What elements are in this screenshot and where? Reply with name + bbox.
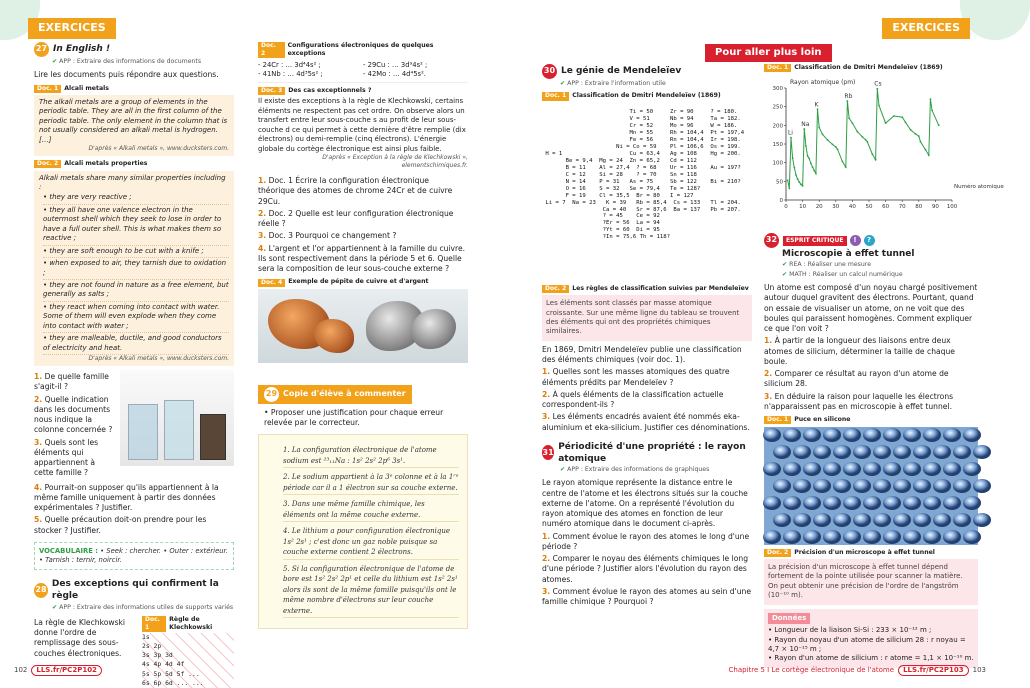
exercise-30: 30 Le génie de Mendeleïev ✔ APP : Extraire l'information utile Doc. 1 Classification de Dmitri Mendeleïev (1869) Ti = 50 Zr = 90 ? = 180. V = 51 Nb = 94 Ta = 182. Cr = 52 Mo = 96 W = 186. Mn = 55 Rh = 104,4 Pt = 197,4 Fe = 56 Rn = 104,4 Ir = 198. Ni = Co = 59 Pl = 106,6 Os = 199. H = 1 Cu = 63,4 Ag = 108 Hg = 200. Be = 9,4 Mg = 24 Zn = 65,2 Cd = 112 B = 11 Al = 27,4 ? = 68 Ur = 116 Au = 197? C = 12 Si = 28 ? = 70 Sn = 118 N = 14 P = 31 As = 75 Sb = 122 Bi = 210? O = 16 S = 32 Se = 79,4 Te = 128? F = 19 Cl = 35,5 Br = 80 I = 127 Li = 7 Na = 23 K = 39 Rb = 85,4 Cs = 133 Tl = 204. Ca = 40 Sr = 87,6 Ba = 137 Pb = 207. ? = 45 Ce = 92 ?Er = 56 La = 94 ?Yt = 60 Di = 95 ?In = 75,6 Th = 118? Doc. 2 Les règles de classification suivies par Mendeleïev Les éléments sont classés par masse atomique croissante. Sur une même ligne du tableau se trouvent des éléments qui ont des propriétés chimiques similaires. En 1869, Dmitri Mendeleïev publie une classification des éléments chimiques (voir doc. 1). 1. Quelles sont les masses atomiques des quatre éléments prédits par Mendeleïev ? 2. À quels éléments de la classification actuelle correspondent-ils ? 3. Les éléments encadrés avaient été nommés eka-aluminium et eka-silicium. Justifier ces dénominations. 31 Périodicité d'une propriété : le rayon atomique ✔ APP : Extraire des informations de graphiques Le rayon atomique représente la distance entre le centre de l'atome et les électrons situés sur la couche externe de l'atome. On a représenté l'évolution du rayon atomique des atomes en fonction de leur numéro atomique dans le document ci-après. 1. Comment évolue le rayon des atomes le long d'une période ? 2. Comparer le noyau des éléments chimiques le long d'une période ? Justifier alors l'évolution du rayon des atomes. 3. Comment évolue le rayon des atomes au sein d'une famille chimique ? Pourquoi ? [542, 64, 752, 609]
data-point [878, 105, 880, 107]
exercise-number: 29 [264, 387, 279, 402]
atom-sphere [863, 428, 881, 442]
doc2-box: La précision d'un microscope à effet tunnel dépend fortement de la pointe utilisée pour scanner la matière. On peut obtenir une précision de l'ordre de l'angström (10⁻¹⁰ m). [764, 559, 978, 605]
atom-sphere [803, 462, 821, 476]
left-page [0, 0, 500, 687]
doc1-box [34, 95, 234, 156]
student-copy [258, 434, 468, 629]
atom-sphere [763, 496, 781, 510]
doc3-source: D'après « Exception à la règle de Klechkowski », elementschimiques.fr. [322, 154, 468, 170]
doc2-box [34, 171, 234, 367]
copy-line: 5. Si la configuration électronique de l'atome de bore est 1s² 2s² 2p¹ et celle du lithium est 1s² 2s¹ alors ils sont de la même famille puisqu'ils ont le même nombre d'électrons sur leur couche externe. [283, 564, 459, 619]
question: 1. À partir de la longueur des liaisons entre deux atomes de silicium, déterminer la taille de chaque boule. [764, 336, 955, 366]
config-list [258, 61, 468, 83]
data-point [822, 134, 824, 136]
atom-sphere [763, 428, 781, 442]
question: 3. Quels sont les éléments qui appartiennent à cette famille ? [34, 437, 99, 478]
x-tick-label: 10 [799, 204, 807, 211]
app-skill: ✔ MATH : Réaliser un calcul numérique [782, 271, 978, 279]
x-tick-label: 50 [865, 204, 873, 211]
right-page [500, 0, 1004, 684]
exercise-title: In English ! [53, 44, 111, 55]
atom-sphere [833, 513, 851, 527]
data-point [788, 188, 790, 190]
doc2-box: Les éléments sont classés par masse atomique croissante. Sur une même ligne du tableau se trouvent des éléments qui ont des propriétés chimiques similaires. [542, 295, 752, 341]
data-point [918, 136, 920, 138]
atom-sphere [833, 445, 851, 459]
exercise-intro: • Proposer une justification pour chaque erreur relevée par le correcteur. [264, 407, 444, 428]
copper-nugget [314, 319, 354, 353]
question: 3. Les éléments encadrés avaient été nommés eka-aluminium et eka-silicium. Justifier ces dénominations. [542, 412, 750, 432]
question: 3. Doc. 3 Pourquoi ce changement ? [258, 231, 397, 241]
data-point [848, 118, 850, 120]
data-point [920, 141, 922, 143]
data-point [876, 88, 878, 90]
copy-line: 4. Le lithium a pour configuration électronique 1s² 2s¹ ; c'est donc un gaz noble puisque sa couche externe contient 2 électrons. [283, 526, 459, 560]
exercise-31 [542, 441, 752, 465]
data-point [792, 158, 794, 160]
chart-title: Rayon atomique (pm) [790, 79, 856, 87]
atom-sphere [863, 496, 881, 510]
atom-sphere [903, 496, 921, 510]
atom-sphere [973, 445, 991, 459]
element-label: Rb [844, 93, 853, 101]
atom-sphere [853, 445, 871, 459]
atom-sphere [943, 496, 961, 510]
exercise-27 [34, 42, 234, 688]
data-line: • Longueur de la liaison Si-Si : 233 × 10⁻¹² m ; [768, 626, 932, 635]
element-label: Na [801, 121, 810, 129]
page-number: 102 [14, 665, 28, 674]
data-point [861, 136, 863, 138]
y-tick-label: 300 [772, 86, 783, 93]
doc-tag: Doc. 2 [34, 160, 61, 168]
copy-line: 3. Dans une même famille chimique, les éléments ont la même couche externe. [283, 499, 459, 522]
right-footer [729, 665, 987, 676]
atom-sphere [763, 462, 781, 476]
atom-sphere [873, 513, 891, 527]
exercise-title: Périodicité d'une propriété : le rayon atomique [558, 441, 746, 464]
data-point [905, 122, 907, 124]
atom-sphere [783, 496, 801, 510]
atom-sphere [783, 530, 801, 544]
exercise-32: 32 ESPRIT CRITIQUE ! ? Microscopie à effet tunnel ✔ REA : Réaliser une mesure ✔ MATH : Réaliser un calcul numérique Un atome est composé d'un noyau chargé positivement autour duquel gravitent des électrons. Pourtant, quand on essaie de visualiser un atome, on ne voit que des boules qui paraissent homogènes. Comment expliquer ce que l'on voit ? 1. À partir de la longueur des liaisons entre deux atomes de silicium, déterminer la taille de chaque boule. 2. Comparer ce résultat au rayon d'un atome de silicium 28. 3. En déduire la raison pour laquelle les électrons n'apparaissent pas en microscopie à effet tunnel. Doc. 1 Puce en silicone Doc. 2 Précision d'un microscope à effet tunnel La précision d'un microscope à effet tunnel dépend fortement de la pointe utilisée pour scanner la matière. On peut obtenir une précision de l'ordre de l'angström (10⁻¹⁰ m). Données • Longueur de la liaison Si-Si : 233 × 10⁻¹² m ; • Rayon du noyau d'un atome de silicium 28 : r noyau = 4,7 × 10⁻¹⁵ m ; • Rayon d'un atome de silicium : r atome = 1,1 × 10⁻¹⁰ m. [764, 233, 978, 668]
list-item: • they are very reactive ; [43, 192, 229, 204]
atom-sphere [783, 428, 801, 442]
atom-sphere [903, 462, 921, 476]
question: 1. Quelles sont les masses atomiques des quatre éléments prédits par Mendeleïev ? [542, 367, 730, 387]
list-item: • they all have one valence electron in the outermost shell which they seek to lose in order to have a full outer shell. This is what makes them so reactive ; [43, 205, 229, 246]
atom-sphere [773, 479, 791, 493]
data-point [856, 131, 858, 133]
data-point [787, 180, 789, 182]
orbital-row: 5s 5p 5d 5f ... [142, 669, 200, 678]
exercise-29 [258, 385, 468, 630]
question: 2. Quelle indication dans les documents nous indique la colonne concernée ? [34, 394, 113, 435]
jar [200, 414, 226, 460]
x-tick-label: 0 [784, 204, 788, 211]
app-skill: ✔ REA : Réaliser une mesure [782, 261, 978, 269]
atom-sphere [943, 530, 961, 544]
app-skill: ✔ APP : Extraire des informations de graphiques [560, 466, 752, 474]
data-point [798, 182, 800, 184]
element-label: Cs [874, 81, 882, 89]
atom-sphere [763, 530, 781, 544]
exercise-number: 31 [542, 445, 554, 460]
atom-sphere [863, 462, 881, 476]
atom-sphere [933, 479, 951, 493]
atom-sphere [973, 479, 991, 493]
data-point [928, 155, 930, 157]
exercise-28-cont: Doc. 2 Configurations électroniques de quelques exceptions - 24Cr : … 3d⁴4s² ; - 29Cu : … 3d⁹4s² ; - 41Nb : … 4d³5s² ; - 42Mo : … 4d⁴5s². Doc. 3 Des cas exceptionnels ? Il existe des exceptions à la règle de Klechkowski, certains éléments ne respectent pas cet ordre. On observe alors un transfert entre leur sous-couche s au profit de leur sous-couche d ce qui permet à cette dernière d'être remplie (dix électrons) ou demi-remplie (cinq électrons). L'énergie globale du cortège électronique est ainsi plus faible. D'après « Exception à la règle de Klechkowski », elementschimiques.fr. 1. Doc. 1 Écrire la configuration électronique théorique des atomes de chrome 24Cr et de cuivre 29Cu. 2. Doc. 2 Quelle est leur configuration électronique réelle ? 3. Doc. 3 Pourquoi ce changement ? 4. L'argent et l'or appartiennent à la famille du cuivre. Ils sont respectivement dans la période 5 et 6. Quelle sera la composition de leur sous-couche externe ? Doc. 4 Exemple de pépite de cuivre et d'argent 29 Copie d'élève à commenter • Proposer une justification pour chaque erreur relevée par le correcteur. 1. La configuration électronique de l'atome sodium est ²³₁₁Na : 1s² 2s² 2p⁶ 3s¹. 2. Le sodium appartient à la 3ᵉ colonne et à la 1ʳᵉ période car il a 1 électron sur sa couche externe. 3. Dans une même famille chimique, les éléments ont la même couche externe. 4. Le lithium a pour configuration électronique 1s² 2s¹ ; c'est donc un gaz noble puisque sa couche externe contient 2 électrons. 5. Si la configuration électronique de l'atome de bore est 1s² 2s² 2p¹ et celle du lithium est 1s² 2s¹ alors ils sont de la même famille puisqu'ils ont le même nombre d'électrons sur leur couche externe. [258, 42, 468, 629]
y-tick-label: 200 [772, 123, 783, 130]
data-point [795, 174, 797, 176]
atomic-radius-chart [764, 74, 1004, 224]
lls-link[interactable]: LLS.fr/PC2P103 [898, 665, 969, 676]
atom-sphere [943, 462, 961, 476]
atom-sphere [963, 496, 981, 510]
data-point [866, 141, 868, 143]
atom-sphere [923, 496, 941, 510]
atom-sphere [923, 462, 941, 476]
data-box: Données • Longueur de la liaison Si-Si : 233 × 10⁻¹² m ; • Rayon du noyau d'un atome de silicium 28 : r noyau = 4,7 × 10⁻¹⁵ m ; • Rayon d'un atome de silicium : r atome = 1,1 × 10⁻¹⁰ m. [764, 609, 978, 668]
exercise-number: 32 [764, 233, 779, 248]
orbital-row: 1s [142, 632, 150, 641]
question: 1. Comment évolue le rayon des atomes le long d'une période ? [542, 531, 750, 551]
list-item: • they are malleable, ductile, and good conductors of electricity and heat. [43, 333, 229, 355]
app-skill: ✔ APP : Extraire l'information utile [560, 80, 752, 88]
question: 3. Comment évolue le rayon des atomes au sein d'une famille chimique ? Pourquoi ? [542, 586, 751, 607]
atom-sphere [943, 428, 961, 442]
question: 5. Quelle précaution doit-on prendre pour les stocker ? Justifier. [34, 515, 207, 535]
exercise-text: La règle de Klechkowski donne l'ordre de remplissage des sous-couches électroniques. [34, 617, 126, 658]
data-point [925, 149, 927, 151]
question: 1. Doc. 1 Écrire la configuration électronique théorique des atomes de chrome 24Cr et de cuivre 29Cu. [258, 176, 453, 206]
atom-sphere [893, 513, 911, 527]
atom-sphere [853, 479, 871, 493]
data-point [803, 129, 805, 131]
x-tick-label: 40 [848, 204, 856, 211]
atom-sphere [853, 513, 871, 527]
data-point [865, 139, 867, 141]
atom-sphere [843, 428, 861, 442]
atom-sphere [903, 428, 921, 442]
exercise-text: Un atome est composé d'un noyau chargé positivement autour duquel gravitent des électrons. Pourtant, quand on essaie de visualiser un atome, on ne voit que des boules qui paraissent homogènes. Comment expliquer ce que l'on voit ? [764, 283, 978, 334]
list-item: • they are soft enough to be cut with a knife ; [43, 246, 229, 258]
list-item: • they are not found in nature as a free element, but generally as salts ; [43, 280, 229, 302]
atom-sphere [803, 530, 821, 544]
lls-link[interactable]: LLS.fr/PC2P102 [31, 665, 102, 676]
data-point [885, 123, 887, 125]
atom-sphere [973, 513, 991, 527]
series-line [788, 89, 939, 189]
page-number: 103 [972, 665, 986, 674]
data-point [938, 125, 940, 127]
atom-sphere [923, 530, 941, 544]
data-point [901, 117, 903, 119]
atom-sphere [793, 513, 811, 527]
atom-sphere [903, 530, 921, 544]
data-point [805, 145, 807, 147]
y-tick-label: 100 [772, 161, 783, 168]
data-point [875, 159, 877, 161]
data-point [915, 133, 917, 135]
x-tick-label: 80 [915, 204, 923, 211]
question: 2. Comparer le noyau des éléments chimiques le long d'une période ? Justifier alors l'évolution du rayon des atomes. [542, 554, 749, 584]
orbital-row: 4s 4p 4d 4f [142, 660, 185, 669]
exercise-title: Le génie de Mendeleïev [561, 66, 682, 77]
atom-sphere [813, 445, 831, 459]
x-tick-label: 70 [898, 204, 906, 211]
data-point [931, 110, 933, 112]
silicon-surface [764, 427, 978, 545]
data-line: • Rayon d'un atome de silicium : r atome = 1,1 × 10⁻¹⁰ m. [768, 654, 974, 663]
x-tick-label: 90 [931, 204, 939, 211]
element-label: K [814, 101, 819, 109]
chapter-label: Chapitre 5 I Le cortège électronique de l'atome [728, 665, 895, 674]
data-point [852, 123, 854, 125]
atom-sphere [963, 428, 981, 442]
atom-sphere [783, 462, 801, 476]
section-banner: Pour aller plus loin [705, 44, 832, 62]
question-icon: ? [864, 235, 875, 246]
atom-sphere [823, 496, 841, 510]
stm-image [764, 427, 978, 545]
data-point [790, 137, 792, 139]
info-icon: ! [850, 235, 861, 246]
question: 4. L'argent et l'or appartiennent à la famille du cuivre. Ils sont respectivement dans la période 5 et 6. Quelle sera la composition de leur sous-couche externe ? [258, 243, 466, 274]
atom-sphere [843, 496, 861, 510]
atom-sphere [863, 530, 881, 544]
exercise-number: 27 [34, 42, 49, 57]
atom-sphere [823, 462, 841, 476]
atom-sphere [813, 479, 831, 493]
exercices-tab: EXERCICES [28, 18, 116, 39]
exercise-title: Microscopie à effet tunnel [782, 249, 915, 260]
y-tick-label: 250 [772, 105, 783, 112]
config: - 42Mo : … 4d⁴5s². [363, 69, 426, 78]
question: 4. Pourrait-on supposer qu'ils appartiennent à la même famille uniquement à partir des données expérimentales ? Justifier. [34, 482, 219, 513]
question: 2. Comparer ce résultat au rayon d'un atome de silicium 28. [764, 369, 949, 389]
atom-sphere [933, 513, 951, 527]
doc-tag: Doc. 1 [34, 85, 61, 93]
critical-thinking-badge: ESPRIT CRITIQUE ! ? [783, 235, 875, 246]
doc3-text: Il existe des exceptions à la règle de Klechkowski, certains éléments ne respectent pas cet ordre. On observe alors un transfert entre leur sous-couche s au profit de leur sous-couche d ce qui permet à cette dernière d'être remplie (dix électrons) ou demi-remplie (cinq électrons). L'énergie globale du cortège électronique est ainsi plus faible. [258, 97, 466, 153]
x-axis-label: Numéro atomique [954, 184, 1004, 191]
doc-title: Alcali metals properties [64, 160, 148, 168]
mendeleev-table: Ti = 50 Zr = 90 ? = 180. V = 51 Nb = 94 Ta = 182. Cr = 52 Mo = 96 W = 186. Mn = 55 Rh = 104,4 Pt = 197,4 Fe = 56 Rn = 104,4 Ir = 198. Ni = Co = 59 Pl = 106,6 Os = 199. H = 1 Cu = 63,4 Ag = 108 Hg = 200. Be = 9,4 Mg = 24 Zn = 65,2 Cd = 112 B = 11 Al = 27,4 ? = 68 Ur = 116 Au = 197? C = 12 Si = 28 ? = 70 Sn = 118 N = 14 P = 31 As = 75 Sb = 122 Bi = 210? O = 16 S = 32 Se = 79,4 Te = 128? F = 19 Cl = 35,5 Br = 80 I = 127 Li = 7 Na = 23 K = 39 Rb = 85,4 Cs = 133 Tl = 204. Ca = 40 Sr = 87,6 Ba = 137 Pb = 207. ? = 45 Ce = 92 ?Er = 56 La = 94 ?Yt = 60 Di = 95 ?In = 75,6 Th = 118? [545, 108, 745, 241]
data-point [837, 149, 839, 151]
list-item: • when exposed to air, they tarnish due to oxidation ; [43, 258, 229, 280]
atom-sphere [953, 513, 971, 527]
vocabulary-box: VOCABULAIRE : • Seek : chercher. • Outer : extérieur. • Tarnish : ternir, noircir. [34, 542, 234, 570]
atom-sphere [833, 479, 851, 493]
atom-sphere [773, 445, 791, 459]
exercise-text: En 1869, Dmitri Mendeleïev publie une classification des éléments chimiques (voir doc. 1). [542, 344, 742, 365]
x-tick-label: 100 [946, 204, 958, 211]
data-point [813, 170, 815, 172]
data-point [810, 163, 812, 165]
exercise-title: Copie d'élève à commenter [283, 388, 406, 398]
orbital-row: 3s 3p 3d [142, 651, 173, 660]
copy-line: 1. La configuration électronique de l'atome sodium est ²³₁₁Na : 1s² 2s² 2p⁶ 3s¹. [283, 445, 459, 468]
data-point [817, 109, 819, 111]
doc1-text: The alkali metals are a group of elements in the periodic table. They are all in the first column of the periodic table. The only element in the column that is not usually considered an alkali metal is hydrogen. […] [39, 97, 228, 144]
data-point [910, 129, 912, 131]
exercise-number: 28 [34, 583, 48, 598]
exercise-intro: Lire les documents puis répondre aux questions. [34, 70, 219, 80]
data-point [827, 139, 829, 141]
data-point [847, 101, 849, 103]
atom-sphere [813, 513, 831, 527]
element-label: Li [787, 130, 793, 138]
atom-sphere [803, 496, 821, 510]
exercise-text: Le rayon atomique représente la distance entre le centre de l'atome et les électrons situés sur la couche externe de l'atome. On a représenté l'évolution du rayon atomique des atomes en fonction de leur numéro atomique dans le document ci-après. [542, 478, 748, 529]
atom-sphere [963, 530, 981, 544]
data-point [930, 99, 932, 101]
x-tick-label: 30 [832, 204, 840, 211]
x-tick-label: 20 [815, 204, 823, 211]
atom-sphere [883, 496, 901, 510]
config: - 29Cu : … 3d⁹4s² ; [363, 60, 428, 69]
data-point [793, 167, 795, 169]
data-point [818, 127, 820, 129]
question: 2. À quels éléments de la classification actuelle correspondent-ils ? [542, 389, 724, 410]
app-skill: ✔ APP : Extraire des informations de documents [52, 58, 234, 66]
doc-title: Alcali metals [64, 84, 109, 92]
data-point [802, 185, 804, 187]
jars-photo [120, 370, 234, 466]
atom-sphere [933, 445, 951, 459]
question: 1. De quelle famille s'agit-il ? [34, 372, 109, 392]
silver-nugget [412, 309, 456, 349]
data-point [832, 144, 834, 146]
atom-sphere [873, 445, 891, 459]
atom-sphere [913, 513, 931, 527]
data-line: • Rayon du noyau d'un atome de silicium 28 : r noyau = 4,7 × 10⁻¹⁵ m ; [768, 635, 966, 653]
atom-sphere [893, 445, 911, 459]
exercise-title: Des exceptions qui confirment la règle [51, 579, 219, 602]
orbital-row: 2s 2p [142, 641, 162, 650]
app-skill: ✔ APP : Extraire des informations utiles de supports variés [52, 604, 234, 612]
question: 2. Doc. 2 Quelle est leur configuration électronique réelle ? [258, 208, 454, 229]
klechkowski-doc: Doc. 1 Règle de Klechkowski 1s 2s 2p 3s 3p 3d 4s 4p 4d 4f 5s 5p 5d 5f ... 6s 6p 6d ... ... [142, 616, 234, 688]
exercices-tab: EXERCICES [882, 18, 970, 39]
question: 3. En déduire la raison pour laquelle les électrons n'apparaissent pas en microscopie à effet tunnel. [764, 391, 954, 411]
doc2-intro: Alkali metals share many similar properties including : [39, 173, 226, 192]
atom-sphere [883, 428, 901, 442]
jar [128, 404, 158, 460]
nuggets-photo [258, 289, 468, 363]
data-point [800, 184, 802, 186]
atom-sphere [793, 445, 811, 459]
doc1-source: D'après « Alkali metals », www.ducksters.com. [88, 145, 229, 153]
data-point [797, 179, 799, 181]
atom-sphere [773, 513, 791, 527]
atom-sphere [953, 445, 971, 459]
data-point [808, 158, 810, 160]
column-2: Doc. 1 Classification de Dmitri Mendeleïev (1869) 0 50 100 150 200 250 300 0 10 20 30 40 50 60 70 80 90 100 Rayon atomique (pm) Numéro atomique Li Na K Rb Cs 32 ESPRIT CRITIQUE ! ? Microscopie à effet tunnel ✔ REA : Réaliser une mesure ✔ MATH : Réaliser un calcul numérique Un atome est composé d'un noyau chargé positivement autour duquel gravitent des électrons. Pourtant, quand on essaie de visualiser un atome, on ne voit que des boules qui paraissent homogènes. Comment expliquer ce que l'on voit ? 1. À partir de la longueur des liaisons entre deux atomes de silicium, déterminer la taille de chaque boule. 2. Comparer ce résultat au rayon d'un atome de silicium 28. 3. En déduire la raison pour laquelle les électrons n'apparaissent pas en microscopie à effet tunnel. Doc. 1 Puce en silicone Doc. 2 Précision d'un microscope à effet tunnel La précision d'un microscope à effet tunnel dépend fortement de la pointe utilisée pour scanner la matière. On peut obtenir une précision de l'ordre de l'angström (10⁻¹⁰ m). Données • Longueur de la liaison Si-Si : 233 × 10⁻¹² m ; • Rayon du noyau d'un atome de silicium 28 : r noyau = 4,7 × 10⁻¹⁵ m ; • Rayon d'un atome de silicium : r atome = 1,1 × 10⁻¹⁰ m. [764, 64, 978, 668]
atom-sphere [803, 428, 821, 442]
data-point [893, 115, 895, 117]
atom-sphere [843, 462, 861, 476]
data-point [842, 161, 844, 163]
y-tick-label: 150 [772, 142, 783, 149]
list-item: • they react when coming into contact with water. Some of them will even explode when they come into contact with water ; [43, 302, 229, 333]
jar [164, 400, 194, 460]
x-tick-label: 60 [882, 204, 890, 211]
data-point [835, 146, 837, 148]
decor-blob [960, 0, 1030, 40]
y-tick-label: 0 [779, 198, 783, 205]
config: - 41Nb : … 4d³5s² ; [258, 69, 323, 78]
atom-sphere [893, 479, 911, 493]
atom-sphere [873, 479, 891, 493]
data-point [845, 167, 847, 169]
atom-sphere [823, 530, 841, 544]
data-point [807, 155, 809, 157]
y-tick-label: 50 [776, 179, 783, 186]
copy-line: 2. Le sodium appartient à la 3ᵉ colonne et à la 1ʳᵉ période car il a 1 électron sur sa couche externe. [283, 472, 459, 495]
left-footer [14, 665, 102, 676]
atom-sphere [963, 462, 981, 476]
atom-sphere [843, 530, 861, 544]
atom-sphere [953, 479, 971, 493]
doc2-source: D'après « Alkali metals », www.ducksters.com. [88, 355, 229, 363]
data-point [871, 154, 873, 156]
data-point [815, 173, 817, 175]
atom-sphere [923, 428, 941, 442]
atom-sphere [913, 479, 931, 493]
atom-sphere [883, 530, 901, 544]
atom-sphere [823, 428, 841, 442]
data-point [812, 167, 814, 169]
atom-sphere [883, 462, 901, 476]
orbital-row: 6s 6p 6d ... ... [142, 679, 204, 687]
config: - 24Cr : … 3d⁴4s² ; [258, 60, 321, 69]
atom-sphere [793, 479, 811, 493]
exercise-number: 30 [542, 64, 557, 79]
atom-sphere [913, 445, 931, 459]
